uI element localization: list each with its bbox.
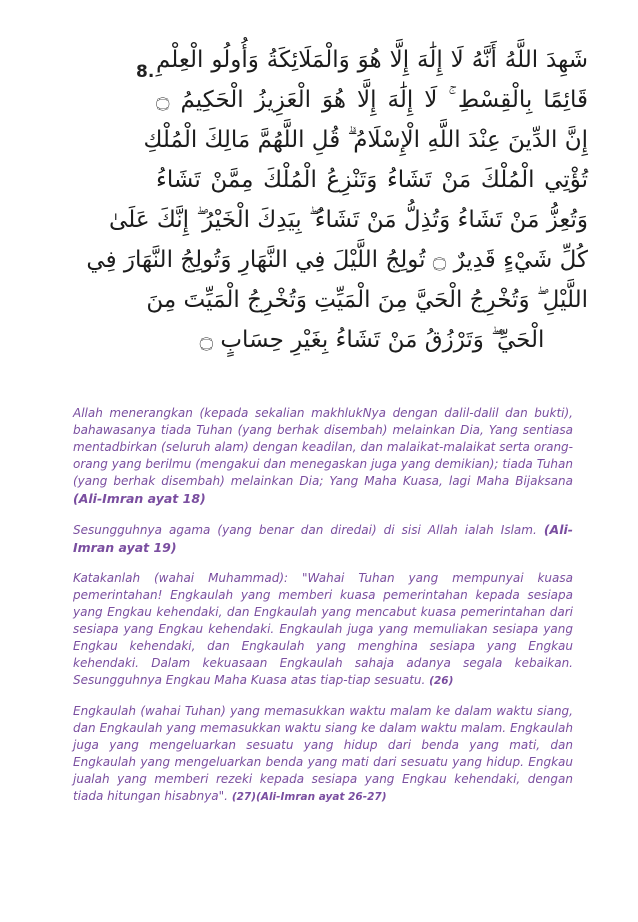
arabic-line-8: الْحَيِّ ۖ وَتَرْزُقُ مَنْ تَشَاءُ بِغَيْرِ حِسَابٍ ۝ xyxy=(199,327,545,353)
arabic-line-7: اللَّيْلِ ۖ وَتُخْرِجُ الْحَيَّ مِنَ الْمَيِّتِ وَتُخْرِجُ الْمَيِّتَ مِنَ xyxy=(146,287,588,313)
translation-text xyxy=(73,405,573,819)
arabic-line-3: إِنَّ الدِّينَ عِنْدَ اللَّهِ الْإِسْلَامُ ۗ قُلِ اللَّهُمَّ مَالِكَ الْمُلْكِ xyxy=(143,127,588,153)
translation-paragraph-1 xyxy=(73,405,573,508)
paragraph-text: Engkaulah (wahai Tuhan) yang memasukkan waktu malam ke dalam waktu siang, dan Engkaulah yang memasukkan waktu siang ke dalam waktu malam. Engkaulah juga yang mengeluarkan sesuatu yang hidup dari benda yang mati, dan Engkaulah yang mengeluarkan benda yang mati dari sesuatu yang hidup. Engkau jualah yang memberi rezeki kepada sesiapa yang Engkau kehendaki, dengan tiada hitungan hisabnya". xyxy=(73,704,573,803)
arabic-line-5: وَتُعِزُّ مَنْ تَشَاءُ وَتُذِلُّ مَنْ تَشَاءُ ۖ بِيَدِكَ الْخَيْرُ ۖ إِنَّكَ عَلَىٰ xyxy=(109,207,588,233)
verse-reference: (Ali-Imran ayat 26-27) xyxy=(256,791,387,803)
verse-reference: (Ali-Imran ayat 19) xyxy=(73,522,573,555)
verse-reference: (Ali-Imran ayat 18) xyxy=(73,491,206,506)
paragraph-text: Sesungguhnya agama (yang benar dan diredai) di sisi Allah ialah Islam. xyxy=(73,523,537,537)
paragraph-text: Allah menerangkan (kepada sekalian makhlukNya dengan dalil-dalil dan bukti), bahawasanya tiada Tuhan (yang berhak disembah) melainkan Dia, Yang sentiasa mentadbirkan (seluruh alam) dengan keadilan, dan malaikat-malaikat serta orang-orang yang berilmu (mengakui dan menegaskan juga yang demikian); tiada Tuhan (yang berhak disembah) melainkan Dia; Yang Maha Kuasa, lagi Maha Bijaksana xyxy=(73,406,573,488)
verse-reference: (26) xyxy=(429,675,454,687)
translation-paragraph-2 xyxy=(73,521,573,557)
translation-paragraph-4 xyxy=(73,703,573,806)
paragraph-text: Katakanlah (wahai Muhammad): "Wahai Tuhan yang mempunyai kuasa pemerintahan! Engkaulah yang memberi kuasa pemerintahan kepada sesiapa yang Engkau kehendaki, dan Engkaulah yang mencabut kuasa pemerintahan dari sesiapa yang Engkau kehendaki. Engkaulah juga yang memuliakan sesiapa yang Engkau kehendaki, dan Engkaulah yang menghina sesiapa yang Engkau kehendaki. Dalam kekuasaan Engkaulah sahaja adanya segala kebaikan. Sesungguhnya Engkau Maha Kuasa atas tiap-tiap sesuatu. xyxy=(73,571,573,687)
arabic-line-1: شَهِدَ اللَّهُ أَنَّهُ لَا إِلَٰهَ إِلَّا هُوَ وَالْمَلَائِكَةُ وَأُولُو الْعِلْمِ xyxy=(156,47,588,73)
arabic-line-6: كُلِّ شَيْءٍ قَدِيرٌ ۝ تُولِجُ اللَّيْلَ فِي النَّهَارِ وَتُولِجُ النَّهَارَ فِي xyxy=(86,247,588,273)
translation-paragraph-3 xyxy=(73,570,573,690)
arabic-line-4: تُؤْتِي الْمُلْكَ مَنْ تَشَاءُ وَتَنْزِعُ الْمُلْكَ مِمَّنْ تَشَاءُ xyxy=(156,167,588,193)
arabic-line-2: قَائِمًا بِالْقِسْطِ ۚ لَا إِلَٰهَ إِلَّا هُوَ الْعَزِيزُ الْحَكِيمُ ۝ xyxy=(156,87,588,113)
arabic-verse-image xyxy=(86,38,590,390)
ayah-number: 8. xyxy=(136,62,155,82)
arabic-verse-text xyxy=(86,40,588,360)
verse-number: (27) xyxy=(231,791,257,803)
